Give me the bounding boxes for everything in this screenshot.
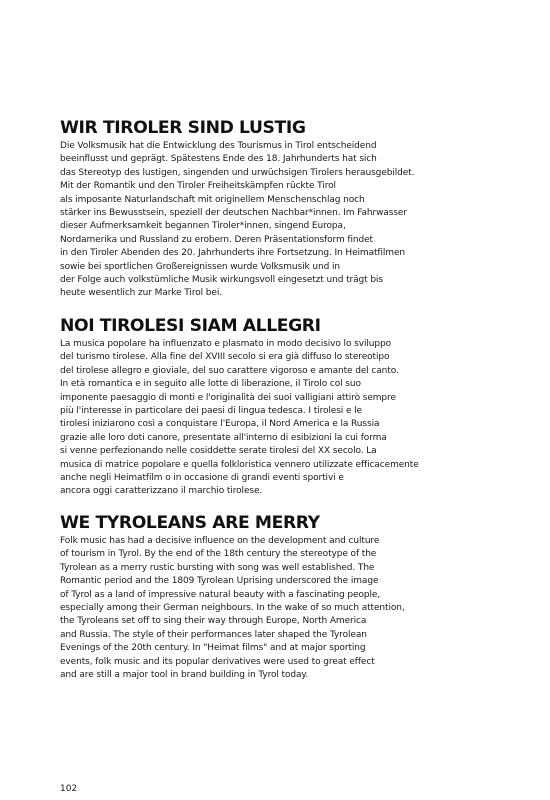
text-line: and are still a major tool in brand building in Tyrol today. xyxy=(60,669,309,680)
text-line: imponente paesaggio di monti e l'originalità dei suoi valligiani attirò sempre xyxy=(60,392,396,403)
text-line: events, folk music and its popular derivatives were used to great effect xyxy=(60,656,375,667)
text-line: Romantic period and the 1809 Tyrolean Uprising underscored the image xyxy=(60,576,379,587)
text-line: Tyrolean as a merry rustic bursting with song was well established. The xyxy=(60,562,375,573)
text-line: Mit der Romantik und den Tiroler Freiheitskämpfen rückte Tirol xyxy=(60,181,336,192)
text-line: si venne perfezionando nelle cosiddette serate tirolesi del XX secolo. La xyxy=(60,446,377,457)
text-line: ancora oggi caratterizzano il marchio tirolese. xyxy=(60,486,263,497)
text-line: the Tyroleans set off to sing their way through Europe, North America xyxy=(60,616,367,627)
section-heading: NOI TIROLESI SIAM ALLEGRI xyxy=(60,316,321,336)
text-line: heute wesentlich zur Marke Tirol bei. xyxy=(60,288,223,299)
text-line: La musica popolare ha influenzato e plasmato in modo decisivo lo sviluppo xyxy=(60,339,391,349)
text-line: del turismo tirolese. Alla fine del XVIII secolo si era già diffuso lo stereotipo xyxy=(60,352,390,363)
section-italian xyxy=(60,316,530,499)
text-line: Evenings of the 20th century. In "Heimat films" and at major sporting xyxy=(60,643,366,654)
text-line: stärker ins Bewusstsein, speziell der deutschen Nachbar*innen. Im Fahrwasser xyxy=(60,207,407,218)
section-heading: WE TYROLEANS ARE MERRY xyxy=(60,513,320,533)
text-line: and Russia. The style of their performances later shaped the Tyrolean xyxy=(60,629,367,640)
section-body xyxy=(60,535,530,682)
page-number: 102 xyxy=(60,784,78,794)
text-line: più l'interesse in particolare dei paesi di lingua tedesca. I tirolesi e le xyxy=(60,405,362,416)
text-line: dieser Aufmerksamkeit begannen Tiroler*innen, singend Europa, xyxy=(60,221,346,232)
text-line: der Folge auch volkstümliche Musik wirkungsvoll eingesetzt und trägt bis xyxy=(60,274,383,285)
text-line: Folk music has had a decisive influence on the development and culture xyxy=(60,536,380,546)
text-line: of tourism in Tyrol. By the end of the 18th century the stereotype of the xyxy=(60,549,377,560)
text-line: tirolesi iniziarono così a conquistare l'Europa, il Nord America e la Russia xyxy=(60,419,380,430)
section-german xyxy=(60,118,530,301)
text-line: especially among their German neighbours. In the wake of so much attention, xyxy=(60,602,405,613)
text-line: als imposante Naturlandschaft mit originellem Menschenschlag noch xyxy=(60,194,365,205)
text-line: beeinflusst und geprägt. Spätestens Ende des 18. Jahrhunderts hat sich xyxy=(60,154,377,165)
text-line: Die Volksmusik hat die Entwicklung des Tourismus in Tirol entscheidend xyxy=(60,141,377,151)
section-body xyxy=(60,338,530,499)
section-english xyxy=(60,513,530,682)
text-line: del tirolese allegro e gioviale, del suo carattere vigoroso e amante del canto. xyxy=(60,365,399,376)
text-line: of Tyrol as a land of impressive natural beauty with a fascinating people, xyxy=(60,589,381,600)
text-line: In età romantica e in seguito alle lotte di liberazione, il Tirolo col suo xyxy=(60,379,361,390)
text-line: musica di matrice popolare e quella folkloristica vennero utilizzate efficacemente xyxy=(60,459,419,470)
text-line: das Stereotyp des lustigen, singenden und urwüchsigen Tirolers herausgebildet. xyxy=(60,167,415,178)
text-line: anche negli Heimatfilm o in occasione di grandi eventi sportivi e xyxy=(60,472,344,483)
section-body xyxy=(60,140,530,301)
text-line: Nordamerika und Russland zu erobern. Deren Präsentationsform findet xyxy=(60,234,373,245)
text-line: in den Tiroler Abenden des 20. Jahrhunderts ihre Fortsetzung. In Heimatfilmen xyxy=(60,248,405,259)
text-line: sowie bei sportlichen Großereignissen wurde Volksmusik und in xyxy=(60,261,340,272)
text-line: grazie alle loro doti canore, presentate all'interno di esibizioni la cui forma xyxy=(60,432,387,443)
section-heading: WIR TIROLER SIND LUSTIG xyxy=(60,118,306,138)
